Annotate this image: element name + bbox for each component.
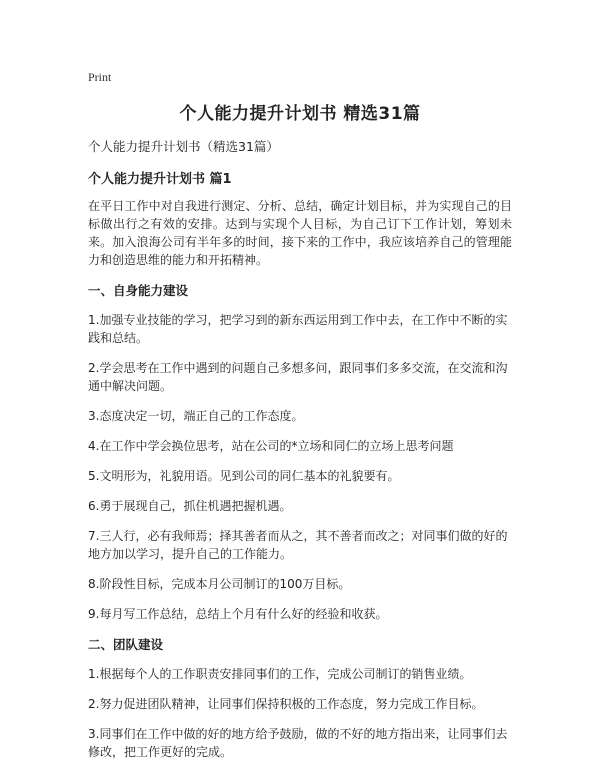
list-item: 1.根据每个人的工作职责安排同事们的工作，完成公司制订的销售业绩。: [88, 667, 472, 681]
intro-paragraph: 在平日工作中对自我进行测定、分析、总结，确定计划目标，并为实现自己的目标做出行之有效的安排。达到与实现个人目标，为自己订下工作计划，筹划未来。加入浪海公司有半年多的时间，接下来的工作中，我应该培养自己的管理能力和创造思维的能力和开拓精神。: [88, 199, 512, 267]
list-item: 3.同事们在工作中做的好的地方给予鼓励，做的不好的地方指出来，让同事们去修改，把工作更好的完成。: [88, 727, 508, 759]
list-item: 5.文明形为，礼貌用语。见到公司的同仁基本的礼貌要有。: [88, 469, 400, 483]
list-item: 1.加强专业技能的学习，把学习到的新东西运用到工作中去，在工作中不断的实践和总结。: [88, 313, 508, 345]
list-item: 6.勇于展现自己，抓住机遇把握机遇。: [88, 499, 292, 513]
document-subtitle: 个人能力提升计划书（精选31篇）: [88, 139, 279, 154]
list-item: 4.在工作中学会换位思考，站在公司的*立场和同仁的立场上思考问题: [88, 439, 454, 453]
list-item: 3.态度决定一切，端正自己的工作态度。: [88, 409, 304, 423]
list-item: 7.三人行，必有我师焉；择其善者而从之，其不善者而改之；对同事们做的好的地方加以学习，提升自己的工作能力。: [88, 529, 508, 561]
part1-heading: 一、自身能力建设: [88, 283, 189, 298]
section-title: 个人能力提升计划书 篇1: [88, 172, 232, 187]
list-item: 8.阶段性目标，完成本月公司制订的100万目标。: [88, 577, 351, 591]
print-label: Print: [88, 70, 112, 84]
document-title: 个人能力提升计划书 精选31篇: [179, 104, 421, 124]
list-item: 2.努力促进团队精神，让同事们保持积极的工作态度，努力完成工作目标。: [88, 697, 484, 711]
list-item: 9.每月写工作总结，总结上个月有什么好的经验和收获。: [88, 607, 388, 621]
list-item: 2.学会思考在工作中遇到的问题自己多想多问，跟同事们多多交流，在交流和沟通中解决问题。: [88, 361, 508, 393]
part2-heading: 二、团队建设: [88, 637, 164, 652]
